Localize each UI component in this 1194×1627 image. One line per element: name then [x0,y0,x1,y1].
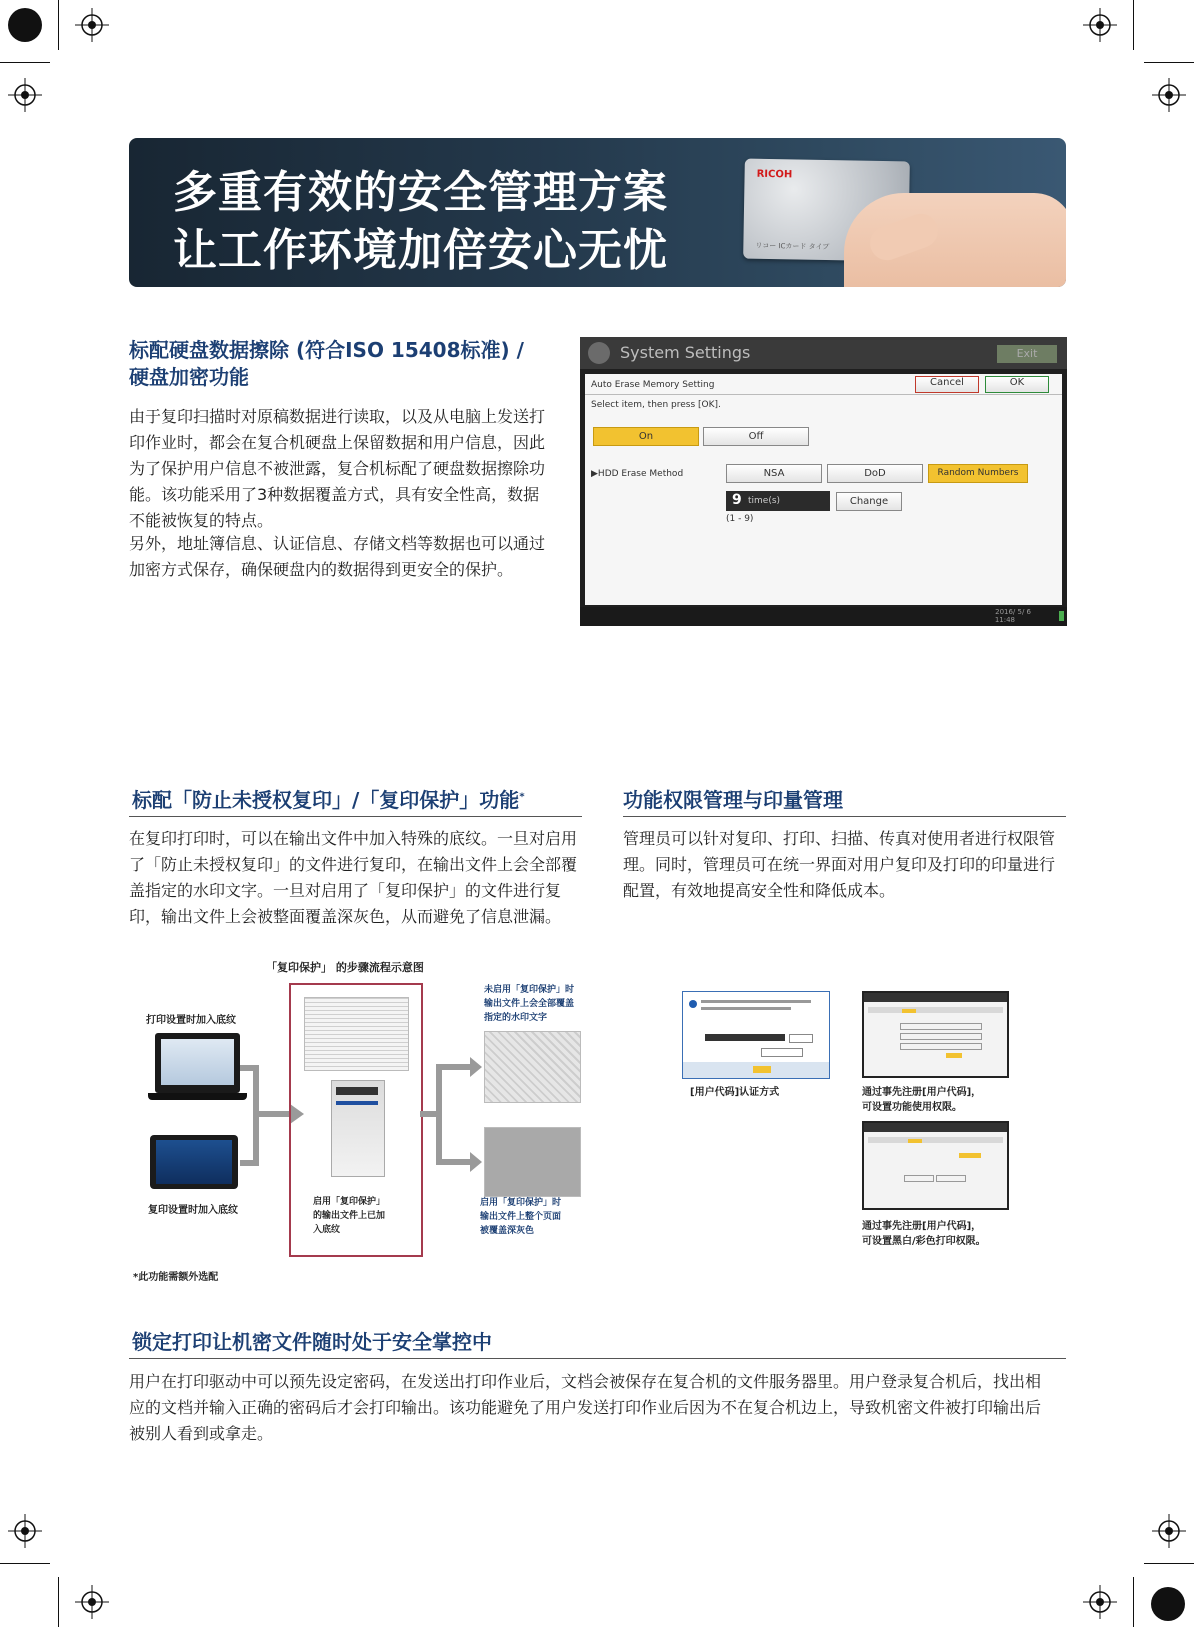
crop-line [1144,1563,1194,1564]
banner-title-line-2: 让工作环境加倍安心无忧 [173,225,668,276]
crop-line [1133,0,1134,50]
section2-underline [129,816,582,817]
control-panel-image [150,1135,238,1189]
screen-header [580,337,1067,369]
connector [436,1159,474,1165]
ok-button[interactable]: OK [985,376,1049,393]
times-display [726,491,830,511]
change-button[interactable]: Change [836,492,902,511]
section1-paragraph-1 [129,404,569,534]
color-permission-caption [862,1219,986,1249]
on-button[interactable]: On [593,427,699,446]
section1-title-line-1: 标配硬盘数据擦除 (符合ISO 15408标准) / [129,338,524,362]
section4-title: 锁定打印让机密文件随时处于安全掌控中 [132,1330,492,1354]
crop-line [58,0,59,50]
section3-underline [623,816,1066,817]
screen-title: System Settings [620,343,751,362]
section3-paragraph [623,826,1083,904]
label-print-setting: 打印设置时加入底纹 [146,1015,236,1026]
footer-time: 11:48 [994,616,1015,624]
crop-line [1144,62,1194,63]
cancel-button[interactable]: Cancel [915,376,979,393]
copier-image [331,1080,385,1177]
section4-underline [129,1358,1066,1359]
card-brand: RICOH [756,168,793,181]
text-line: 为了保护用户信息不被泄露，复合机标配了硬盘数据擦除功 [129,459,546,478]
diagram-footnote: *此功能需额外选配 [133,1272,219,1283]
text-line: 不能被恢复的特点。 [129,511,274,530]
screen-footer [580,607,1067,626]
section4-paragraph [129,1369,1074,1447]
registration-mark-icon [1152,1514,1186,1548]
registration-mark-icon [8,78,42,112]
color-permission-screen [862,1121,1009,1210]
times-value: 9 [732,492,742,508]
crop-line [0,62,50,63]
connector [436,1064,442,1165]
footer-date: 2016/ 5/ 6 [995,608,1031,616]
bottom-right-label [480,1196,561,1238]
text-line: 用户在打印驱动中可以预先设定密码，在发送出打印作业后，文档会被保存在复合机的文件服务器里。用户登录复合机后，找出相 [129,1372,1042,1391]
text-line: 的输出文件上已加 [313,1211,386,1221]
crop-line [58,1577,59,1627]
screen-body [585,374,1062,605]
banner-title-line-1: 多重有效的安全管理方案 [173,167,668,218]
arrow-right-icon [470,1057,482,1077]
registration-mark-icon [8,1514,42,1548]
status-indicator-icon [1059,611,1064,621]
user-code-login-screen [682,991,830,1079]
registration-mark-icon [1083,1585,1117,1619]
method-random-button[interactable]: Random Numbers [928,464,1028,483]
registration-mark-icon [1083,8,1117,42]
crop-line [1133,1577,1134,1627]
diagram-heading: 「复印保护」 的步骤流程示意图 [266,961,424,974]
text-line: 通过事先注册[用户代码]， [862,1087,982,1098]
text-line: 了「防止未授权复印」的文件进行复印，在输出文件上会全部覆 [129,855,578,874]
text-line: 理。同时，管理员可在统一界面对用户复印及打印的印量进行 [623,855,1056,874]
text-line: 输出文件上整个页面 [480,1212,562,1222]
text-line: 被别人看到或拿走。 [129,1424,274,1443]
corner-dot-bottom-right [1151,1587,1185,1621]
corner-dot-top-left [8,8,42,42]
footnote-marker: * [519,791,525,803]
connector [436,1064,474,1070]
text-line: 盖指定的水印文字。一旦对启用了「复印保护」的文件进行复 [129,881,562,900]
text-line: 可设置黑白/彩色打印权限。 [862,1236,986,1247]
laptop-base [148,1093,247,1100]
system-settings-screen [580,337,1067,626]
registration-mark-icon [75,8,109,42]
exit-button[interactable]: Exit [997,345,1057,363]
text-line: 由于复印扫描时对原稿数据进行读取，以及从电脑上发送打 [129,407,546,426]
document-with-pattern-image [304,997,409,1071]
text-line: 印，输出文件上会被整面覆盖深灰色，从而避免了信息泄漏。 [129,907,562,926]
text-line: 加密方式保存，确保硬盘内的数据得到更安全的保护。 [129,560,514,579]
info-icon [689,1000,697,1008]
method-nsa-button[interactable]: NSA [726,464,822,483]
copy-protect-box [289,983,423,1257]
section2-title [132,784,525,813]
text-line: 输出文件上会全部覆盖 [484,999,575,1009]
text-line: 启用「复印保护」 [313,1197,386,1207]
section1-title [129,337,559,391]
text-line: 应的文档并输入正确的密码后才会打印输出。该功能避免了用户发送打印作业后因为不在复合机边上，导致机密文件被打印输出后 [129,1398,1042,1417]
text-line: 管理员可以针对复印、打印、扫描、传真对使用者进行权限管 [623,829,1056,848]
instruction-text: Select item, then press [OK]. [591,400,721,410]
user-code-caption: [用户代码]认证方式 [690,1087,780,1098]
gear-icon [588,342,610,364]
arrow-right-icon [470,1152,482,1172]
function-permission-screen [862,991,1009,1078]
times-unit: time(s) [748,496,781,506]
method-dod-button[interactable]: DoD [827,464,923,483]
card-sub-label: リコー ICカード タイプ [755,241,830,252]
center-label [313,1195,385,1237]
hdd-erase-method-label: ▶HDD Erase Method [591,469,684,479]
section1-paragraph-2 [129,531,569,583]
text-line: 入底纹 [313,1225,341,1235]
laptop-image [155,1033,240,1093]
top-right-label [484,983,574,1025]
watermarked-output-image [484,1031,581,1103]
registration-mark-icon [1152,78,1186,112]
crop-line [0,1563,50,1564]
text-line: 未启用「复印保护」时 [484,985,575,995]
section2-paragraph [129,826,599,930]
section1-title-line-2: 硬盘加密功能 [129,365,249,389]
text-line: 通过事先注册[用户代码]， [862,1221,982,1232]
section3-title: 功能权限管理与印量管理 [623,788,843,812]
section2-title-text: 标配「防止未授权复印」/「复印保护」功能 [132,788,520,812]
function-permission-caption [862,1085,981,1115]
range-text: (1 - 9) [726,514,754,524]
text-line: 启用「复印保护」时 [480,1198,562,1208]
setting-name: Auto Erase Memory Setting [591,380,715,390]
registration-mark-icon [75,1585,109,1619]
text-line: 能。该功能采用了3种数据覆盖方式，具有安全性高，数据 [129,485,540,504]
text-line: 印作业时，都会在复合机硬盘上保留数据和用户信息，因此 [129,433,546,452]
text-line: 在复印打印时，可以在输出文件中加入特殊的底纹。一旦对启用 [129,829,578,848]
label-copy-setting: 复印设置时加入底纹 [148,1205,238,1216]
text-line: 指定的水印文字 [484,1013,548,1023]
text-line: 可设置功能使用权限。 [862,1102,962,1113]
text-line: 配置，有效地提高安全性和降低成本。 [623,881,896,900]
text-line: 另外，地址簿信息、认证信息、存储文档等数据也可以通过 [129,534,546,553]
grey-output-image [484,1127,581,1197]
hero-banner [129,138,1066,287]
text-line: 被覆盖深灰色 [480,1226,535,1236]
off-button[interactable]: Off [703,427,809,446]
